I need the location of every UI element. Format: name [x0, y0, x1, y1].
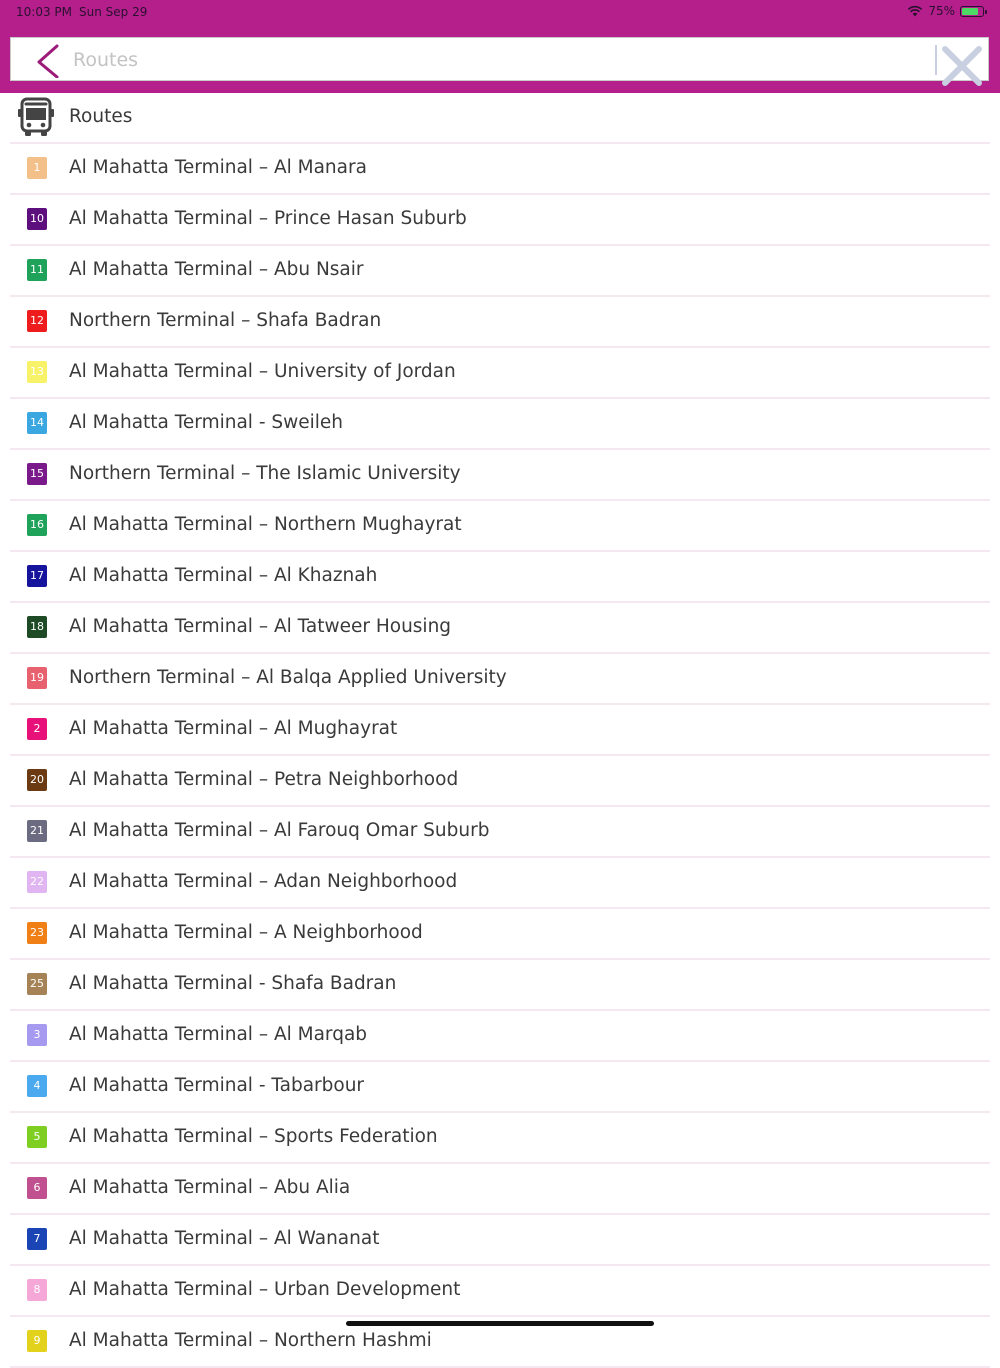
close-icon[interactable] [939, 43, 985, 89]
wifi-icon [907, 5, 923, 17]
battery-percentage: 75% [928, 4, 955, 18]
routes-section-header [10, 93, 990, 144]
route-row[interactable] [10, 858, 990, 909]
search-bar [10, 37, 989, 81]
route-number-badge: 18 [27, 616, 47, 638]
route-name: Al Mahatta Terminal – Al Tatweer Housing [69, 616, 452, 637]
route-name: Northern Terminal – Al Balqa Applied University [69, 667, 507, 688]
route-row[interactable] [10, 450, 990, 501]
route-number-badge: 6 [27, 1177, 47, 1199]
route-number-badge: 25 [27, 973, 47, 995]
back-arrow-icon[interactable] [33, 44, 63, 78]
divider [935, 45, 937, 75]
route-name: Northern Terminal – The Islamic University [69, 463, 461, 484]
route-name: Al Mahatta Terminal – Al Manara [69, 157, 367, 178]
route-number-badge: 20 [27, 769, 47, 791]
route-number-badge: 3 [27, 1024, 47, 1046]
route-row[interactable] [10, 246, 990, 297]
status-date: Sun Sep 29 [79, 5, 148, 19]
route-row[interactable] [10, 195, 990, 246]
route-row[interactable] [10, 654, 990, 705]
route-row[interactable] [10, 960, 990, 1011]
status-time: 10:03 PM [16, 5, 72, 19]
route-name: Al Mahatta Terminal – Al Marqab [69, 1024, 368, 1045]
route-row[interactable] [10, 909, 990, 960]
route-number-badge: 11 [27, 259, 47, 281]
route-number-badge: 15 [27, 463, 47, 485]
route-name: Al Mahatta Terminal – Abu Alia [69, 1177, 351, 1198]
route-row[interactable] [10, 1113, 990, 1164]
route-row[interactable] [10, 1164, 990, 1215]
home-indicator [346, 1321, 654, 1326]
route-number-badge: 9 [27, 1330, 47, 1352]
route-number-badge: 2 [27, 718, 47, 740]
route-name: Al Mahatta Terminal – Prince Hasan Suburb [69, 208, 467, 229]
route-row[interactable] [10, 705, 990, 756]
route-name: Al Mahatta Terminal – Abu Nsair [69, 259, 364, 280]
battery-icon [960, 6, 984, 17]
route-number-badge: 23 [27, 922, 47, 944]
route-name: Al Mahatta Terminal – A Neighborhood [69, 922, 423, 943]
route-name: Al Mahatta Terminal – Al Wananat [69, 1228, 380, 1249]
route-name: Al Mahatta Terminal – Urban Development [69, 1279, 461, 1300]
route-name: Al Mahatta Terminal – Al Farouq Omar Suburb [69, 820, 490, 841]
route-name: Al Mahatta Terminal - Tabarbour [69, 1075, 365, 1096]
route-row[interactable] [10, 348, 990, 399]
route-name: Al Mahatta Terminal – Northern Hashmi [69, 1330, 432, 1351]
route-number-badge: 1 [27, 157, 47, 179]
route-row[interactable] [10, 552, 990, 603]
bus-icon [17, 96, 55, 138]
route-number-badge: 8 [27, 1279, 47, 1301]
route-number-badge: 17 [27, 565, 47, 587]
route-row[interactable] [10, 1266, 990, 1317]
route-row[interactable] [10, 603, 990, 654]
route-row[interactable] [10, 807, 990, 858]
route-row[interactable] [10, 297, 990, 348]
route-number-badge: 10 [27, 208, 47, 230]
route-name: Al Mahatta Terminal – Al Mughayrat [69, 718, 398, 739]
routes-list [10, 93, 990, 1368]
status-indicators [907, 4, 984, 18]
route-row[interactable] [10, 756, 990, 807]
route-number-badge: 21 [27, 820, 47, 842]
route-row[interactable] [10, 501, 990, 552]
route-number-badge: 7 [27, 1228, 47, 1250]
route-number-badge: 14 [27, 412, 47, 434]
route-number-badge: 5 [27, 1126, 47, 1148]
route-name: Al Mahatta Terminal – Sports Federation [69, 1126, 438, 1147]
route-number-badge: 13 [27, 361, 47, 383]
route-name: Al Mahatta Terminal - Sweileh [69, 412, 344, 433]
status-bar [0, 0, 1000, 24]
routes-title: Routes [69, 106, 133, 127]
route-name: Al Mahatta Terminal – Adan Neighborhood [69, 871, 458, 892]
route-name: Al Mahatta Terminal – Al Khaznah [69, 565, 378, 586]
route-name: Al Mahatta Terminal – Petra Neighborhood [69, 769, 459, 790]
route-name: Northern Terminal – Shafa Badran [69, 310, 382, 331]
route-row[interactable] [10, 399, 990, 450]
route-name: Al Mahatta Terminal - Shafa Badran [69, 973, 397, 994]
route-name: Al Mahatta Terminal – University of Jordan [69, 361, 456, 382]
app-header [0, 0, 1000, 93]
route-name: Al Mahatta Terminal – Northern Mughayrat [69, 514, 462, 535]
route-number-badge: 16 [27, 514, 47, 536]
route-row[interactable] [10, 1011, 990, 1062]
route-row[interactable] [10, 1062, 990, 1113]
search-input[interactable] [73, 46, 923, 74]
route-number-badge: 19 [27, 667, 47, 689]
route-number-badge: 22 [27, 871, 47, 893]
route-number-badge: 4 [27, 1075, 47, 1097]
route-row[interactable] [10, 1215, 990, 1266]
route-row[interactable] [10, 144, 990, 195]
route-number-badge: 12 [27, 310, 47, 332]
